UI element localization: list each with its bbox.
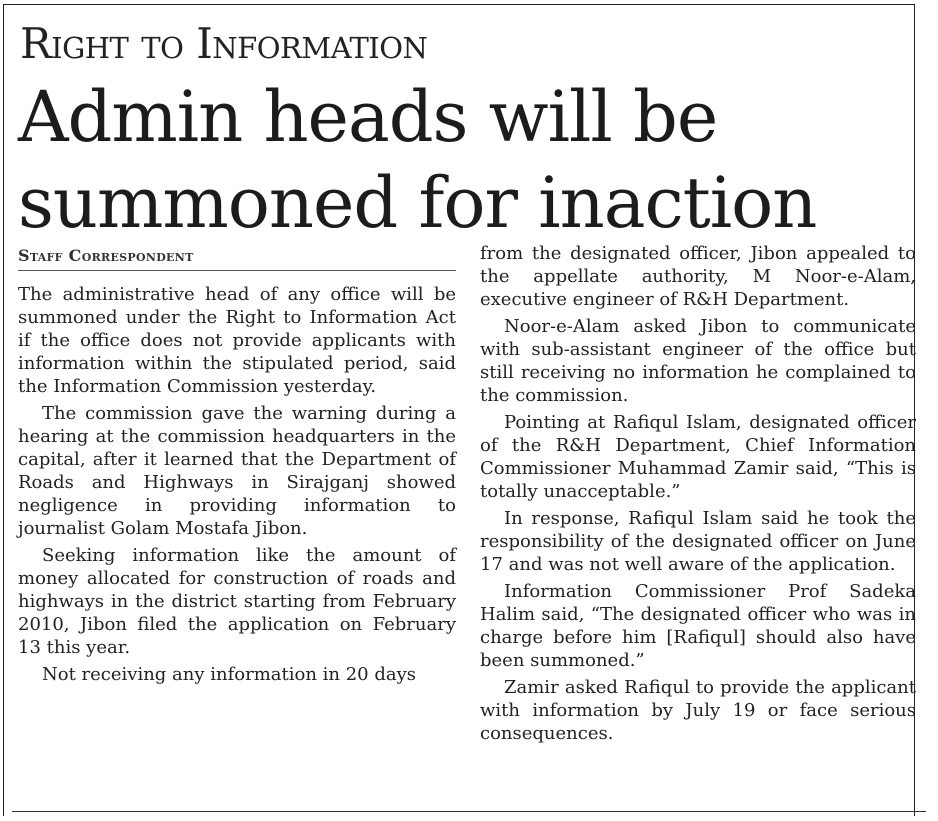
body-paragraph: Not receiving any information in 20 days [42, 664, 417, 685]
body-paragraph: Noor-e-Alam asked Jibon to communicate with sub-assistant engineer of the office but still receiving no information he complained to the commission. [480, 316, 916, 406]
article-column-right [480, 242, 916, 749]
headline: Admin heads will be summoned for inaction [18, 76, 817, 244]
body-paragraph: In response, Rafiqul Islam said he took the responsibility of the designated officer on June 17 and was not well aware of the application. [480, 508, 916, 575]
body-paragraph: from the designated officer, Jibon appealed to the appellate authority, M Noor-e-Alam, executive engineer of R&H Department. [480, 243, 916, 310]
body-paragraph: Seeking information like the amount of money allocated for construction of roads and highways in the district starting from February 2010, Jibon filed the application on February 13 this year. [18, 545, 456, 658]
article-column-left [18, 246, 456, 690]
byline: Staff Correspondent [18, 246, 456, 271]
body-paragraph: The administrative head of any office will be summoned under the Right to Information Act if the office does not provide applicants with information within the stipulated period, said the Information Commission yesterday. [18, 284, 456, 397]
section-kicker: Right to Information [20, 19, 428, 68]
body-paragraph: Zamir asked Rafiqul to provide the applicant with information by July 19 or face serious consequences. [480, 677, 916, 744]
bottom-rule [12, 811, 926, 812]
body-paragraph: Pointing at Rafiqul Islam, designated officer of the R&H Department, Chief Information Commissioner Muhammad Zamir said, “This is totally unacceptable.” [480, 412, 916, 502]
body-paragraph: The commission gave the warning during a hearing at the commission headquarters in the capital, after it learned that the Department of Roads and Highways in Sirajganj showed negligence in providing information to journalist Golam Mostafa Jibon. [18, 403, 456, 539]
body-paragraph: Information Commissioner Prof Sadeka Halim said, “The designated officer who was in charge before him [Rafiqul] should also have been summoned.” [480, 581, 916, 671]
